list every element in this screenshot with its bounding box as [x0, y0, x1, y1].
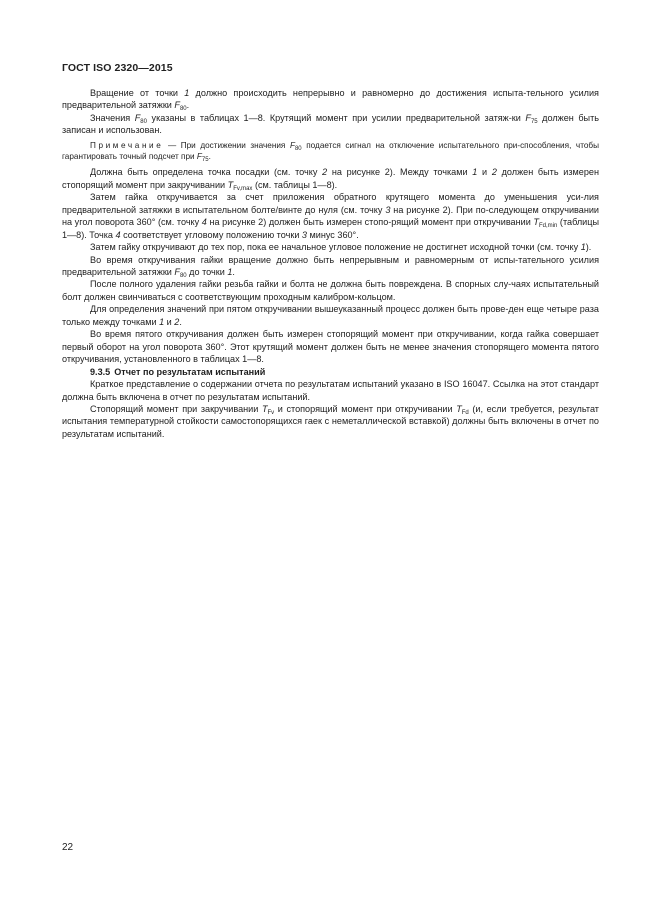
symbol: F [134, 112, 141, 123]
symbol-subscript: 75 [530, 118, 538, 125]
text-run: Вращение от точки [90, 88, 185, 98]
note-label: Примечание [90, 140, 164, 150]
text-run: и стопорящий момент при откручивании [274, 404, 457, 415]
text-run: на рисунке 2). Между точками [327, 167, 473, 178]
paragraph-report-contents [62, 403, 599, 440]
section-number: 9.3.5 [90, 366, 111, 377]
document-body [62, 87, 599, 440]
symbol: T [227, 179, 234, 190]
section-title: Отчет по результатам испытаний [114, 366, 266, 377]
paragraph-thread-damage: После полного удаления гайки резьба гайки и болта не должна быть повреждена. В спорных слу-чаях испытательный болт должен свинчиваться с соответствующим проходным калибром-кольцом. [62, 279, 599, 302]
symbol: T [456, 404, 462, 415]
text-run: подается сигнал на отключение испытательного при-способления, чтобы гарантировать точный подсчет при [62, 140, 599, 162]
symbol-subscript: 80 [294, 145, 302, 152]
text-run: должен быть записан и использован. [62, 112, 599, 136]
text-run: (см. таблицы 1—8). [252, 179, 338, 190]
section-heading [62, 366, 599, 378]
symbol: F [196, 152, 202, 162]
text-run: до точки [186, 267, 228, 278]
paragraph-continuous-rotation [62, 254, 599, 279]
paragraph-unscrewing [62, 191, 599, 241]
symbol-subscript: 75 [201, 157, 209, 164]
document-header: ГОСТ ISO 2320—2015 [62, 62, 173, 74]
paragraph-fifth-measurement: Во время пятого откручивания должен быть измерен стопорящий момент при откручивании, когда гайка совершает первый оборот на угол поворота 360°. Этот крутящий момент должен быть не менее значения стопорящего момента пятого откручивания, установленного в таблицах 1—8. [62, 329, 599, 365]
text-run: и [164, 316, 175, 327]
symbol: T [261, 404, 268, 415]
symbol-subscript: 80 [140, 118, 147, 125]
point-ref: 1 [472, 167, 478, 178]
paragraph-values [62, 112, 599, 137]
point-ref: 3 [385, 204, 391, 215]
text-run: минус 360°. [306, 229, 359, 240]
text-run: должно происходить непрерывно и равномерно до достижения испыта-тельного усилия предварительной затяжки [62, 88, 599, 111]
text-run: Затем гайку откручивают до тех пор, пока ее начальное угловое положение не достигнет исходной точки (см. точку [90, 242, 581, 253]
note [62, 140, 599, 163]
point-ref: 2 [322, 167, 328, 178]
symbol-subscript: 80 [179, 106, 187, 113]
text-run: Должна быть определена точка посадки (см. точку [90, 167, 323, 178]
point-ref: 4 [201, 217, 207, 228]
symbol-subscript: Fd [461, 410, 469, 417]
symbol: F [174, 267, 180, 278]
point-ref: 2 [491, 167, 497, 178]
text-run: на рисунке 2). При по-следующем откручивании на угол поворота 360° (см. точку [62, 204, 599, 228]
point-ref: 3 [301, 229, 307, 240]
paragraph-return [62, 241, 599, 253]
text-run: на рисунке 2) должен быть измерен стопо-рящий момент при откручивании [206, 217, 534, 228]
text-run: . [232, 267, 235, 278]
text-run: указаны в таблицах 1—8. Крутящий момент при усилии предварительной затяж-ки [146, 112, 526, 123]
text-run: Для определения значений при пятом откручивании вышеуказанный процесс должен быть прове-ден еще четыре раза только между точками [62, 304, 599, 327]
point-ref: 2 [174, 316, 180, 327]
text-run: должен быть измерен стопорящий момент при закручивании [62, 167, 599, 190]
text-run: Значения [90, 112, 135, 123]
text-run: — При достижении значения [163, 140, 290, 150]
point-ref: 1 [159, 316, 165, 327]
text-run: . [186, 100, 190, 111]
text-run: Затем гайка откручивается за счет приложения обратного крутящего момента до уменьшения уси-лия предварительной затяжки в испытательном болте/винте до нуля (см. точку [62, 192, 599, 215]
point-ref: 4 [115, 229, 121, 240]
text-run: Во время откручивания гайки вращение должно быть непрерывным и равномерным от испы-тательного усилия предварительной затяжки [62, 254, 599, 278]
symbol-subscript: Fd,min [538, 223, 558, 230]
page-number: 22 [62, 842, 74, 853]
symbol: F [174, 100, 180, 111]
text-run: соответствует угловому положению точки [120, 229, 302, 240]
text-run: ). [585, 242, 592, 253]
point-ref: 1 [580, 242, 586, 253]
symbol-subscript: Fv [267, 410, 275, 417]
symbol: F [289, 140, 295, 150]
symbol: F [525, 112, 531, 123]
paragraph-fifth-unscrewing [62, 303, 599, 328]
text-run: (таблицы 1—8). Точка [62, 217, 599, 240]
text-run: Стопорящий момент при закручивании [90, 404, 262, 415]
symbol-subscript: Fv,max [233, 185, 253, 192]
text-run: (и, если требуется, результат испытания температурной стойкости самостопорящихся гаек с неметаллической вставкой) должны быть включены в отчет по результатам испытаний. [62, 404, 599, 439]
text-run: . [208, 152, 211, 162]
paragraph-seating-point [62, 166, 599, 191]
text-run: и [477, 167, 492, 178]
point-ref: 1 [184, 88, 190, 98]
paragraph-rotation [62, 87, 599, 112]
text-run: . [179, 316, 182, 327]
point-ref: 1 [227, 267, 233, 278]
symbol: T [533, 217, 539, 228]
paragraph-report-summary: Краткое представление о содержании отчета по результатам испытаний указано в ISO 16047. Cсылка на этот стандарт должна быть включена в отчет по результатам испытаний. [62, 379, 599, 402]
symbol-subscript: 80 [179, 273, 187, 280]
